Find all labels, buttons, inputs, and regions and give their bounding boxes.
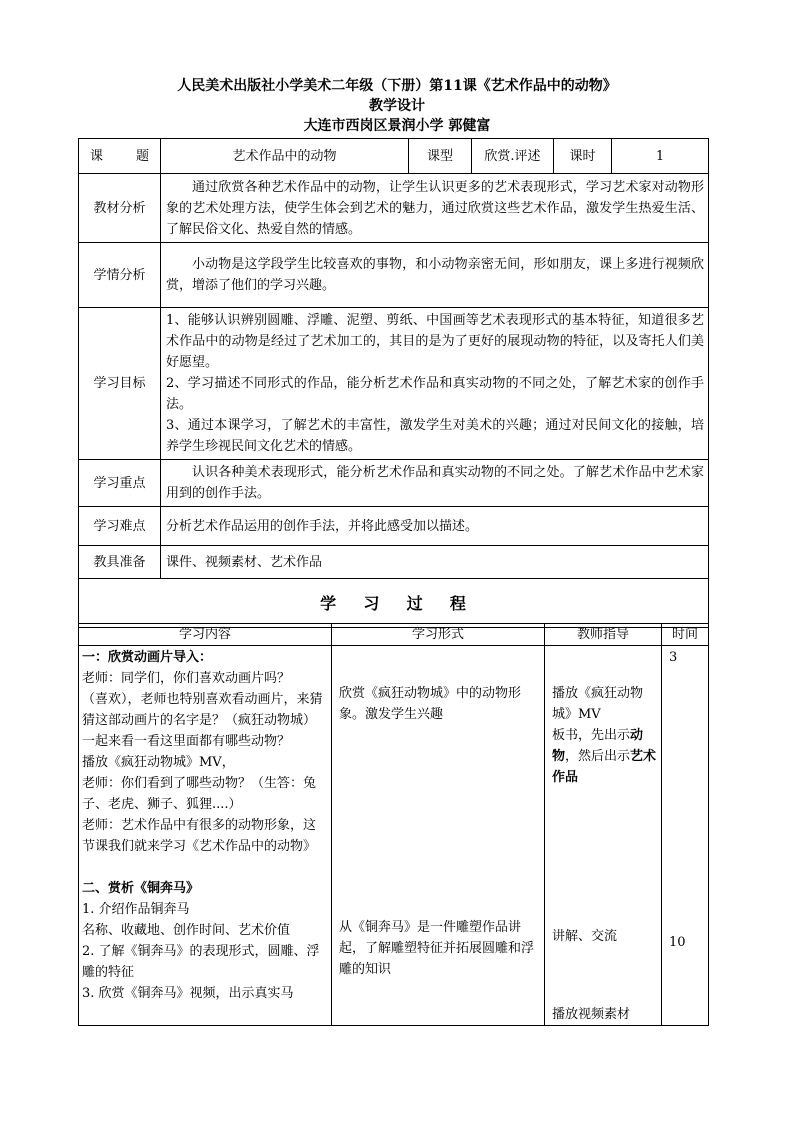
doc-subtitle: 教学设计: [369, 98, 425, 114]
content-line: 老师：你们看到了哪些动物？（生答：兔子、老虎、狮子、狐狸....）: [82, 776, 317, 812]
guide-text: 播放视频素材: [552, 1007, 631, 1022]
time-value: 10: [669, 935, 686, 950]
type-label: 课型: [409, 139, 472, 174]
content-line: 播放《疯狂动物城》MV，: [82, 755, 235, 770]
content-line: 3. 欣赏《铜奔马》视频，出示真实马: [82, 986, 294, 1001]
content-cell: [79, 646, 332, 1026]
form-cell: [332, 646, 545, 1026]
time-cell: [662, 646, 709, 1026]
col-header-content: 学习内容: [79, 624, 332, 646]
col-header-form: 学习形式: [332, 624, 545, 646]
period-label: 课时: [554, 139, 612, 174]
guide-text: 讲解、交流: [552, 929, 618, 944]
difficulty-text: 分析艺术作品运用的创作手法，并将此感受加以描述。: [161, 507, 709, 546]
goal-item: 2、学习描述不同形式的作品，能分析艺术作品和真实动物的不同之处，了解艺术家的创作手法。: [166, 376, 704, 412]
guide-cell: [545, 646, 662, 1026]
guide-play: 播放《疯狂动物城》MV: [552, 686, 644, 722]
goals-label: 学习目标: [79, 308, 161, 460]
goals-row: [79, 308, 709, 460]
students-text: 小动物是这学段学生比较喜欢的事物，和小动物亲密无间，形如朋友，课上多进行视频欣赏，增添了他们的学习兴趣。: [161, 243, 709, 308]
process-heading: 学 习 过 程: [79, 579, 709, 628]
key-label: 学习重点: [79, 460, 161, 507]
prep-row: [79, 546, 709, 579]
doc-author: 大连市西岗区景润小学 郭健富: [303, 118, 491, 134]
course-row: [79, 139, 709, 174]
guide-board: 板书，先出示动物，然后出示艺术作品: [552, 728, 657, 785]
period-value: 1: [612, 139, 709, 174]
col-header-guide: 教师指导: [545, 624, 662, 646]
textbook-text: 通过欣赏各种艺术作品中的动物，让学生认识更多的艺术表现形式，学习艺术家对动物形象的艺术处理方法，使学生体会到艺术的魅力，通过欣赏这些艺术作品，激发学生热爱生活、了解民俗文化、热爱自然的情感。: [161, 174, 709, 243]
goal-item: 1、能够认识辨别圆雕、浮雕、泥塑、剪纸、中国画等艺术表现形式的基本特征，知道很多艺术作品中的动物是经过了艺术加工的，其目的是为了更好的展现动物的特征，以及寄托人们美好愿望。: [166, 313, 704, 370]
doc-title: 人民美术出版社小学美术二年级（下册）第11课《艺术作品中的动物》: [177, 78, 617, 94]
goal-item: 3、通过本课学习，了解艺术的丰富性，激发学生对美术的兴趣；通过对民间文化的接触，培养学生珍视民间文化艺术的情感。: [166, 418, 704, 454]
time-value: 3: [669, 650, 678, 665]
section-title: 一：欣赏动画片导入：: [82, 650, 213, 665]
section-title: 二、赏析《铜奔马》: [82, 881, 200, 896]
goals-cell: [161, 308, 709, 460]
form-text: 欣赏《疯狂动物城》中的动物形象。激发学生兴趣: [339, 686, 522, 722]
process-header-row: [79, 624, 709, 646]
lesson-info-table: [78, 138, 709, 628]
textbook-label: 教材分析: [79, 174, 161, 243]
difficulty-row: [79, 507, 709, 546]
content-line: （喜欢），老师也特别喜欢看动画片，来猜猜这部动画片的名字是？（疯狂动物城）一起来看一看这里面都有哪些动物？: [82, 692, 323, 749]
content-line: 老师：同学们，你们喜欢动画片吗？: [82, 671, 291, 686]
content-line: 1. 介绍作品铜奔马: [82, 902, 190, 917]
content-line: 2. 了解《铜奔马》的表现形式，圆雕、浮雕的特征: [82, 944, 320, 980]
process-heading-row: [79, 579, 709, 628]
textbook-row: [79, 174, 709, 243]
content-line: 名称、收藏地、创作时间、艺术价值: [82, 923, 291, 938]
key-text: 认识各种美术表现形式，能分析艺术作品和真实动物的不同之处。了解艺术作品中艺术家用到的创作手法。: [161, 460, 709, 507]
form-text: 从《铜奔马》是一件雕塑作品讲起，了解雕塑特征并拓展圆雕和浮雕的知识: [339, 920, 535, 977]
students-label: 学情分析: [79, 243, 161, 308]
course-value: 艺术作品中的动物: [161, 139, 409, 174]
process-table: [78, 623, 709, 1026]
prep-label: 教具准备: [79, 546, 161, 579]
content-line: 老师：艺术作品中有很多的动物形象，这节课我们就来学习《艺术作品中的动物》: [82, 818, 317, 854]
prep-text: 课件、视频素材、艺术作品: [161, 546, 709, 579]
course-label: 课 题: [79, 139, 161, 174]
difficulty-label: 学习难点: [79, 507, 161, 546]
process-row: [79, 646, 709, 1026]
col-header-time: 时间: [662, 624, 709, 646]
students-row: [79, 243, 709, 308]
key-row: [79, 460, 709, 507]
type-value: 欣赏.评述: [472, 139, 554, 174]
